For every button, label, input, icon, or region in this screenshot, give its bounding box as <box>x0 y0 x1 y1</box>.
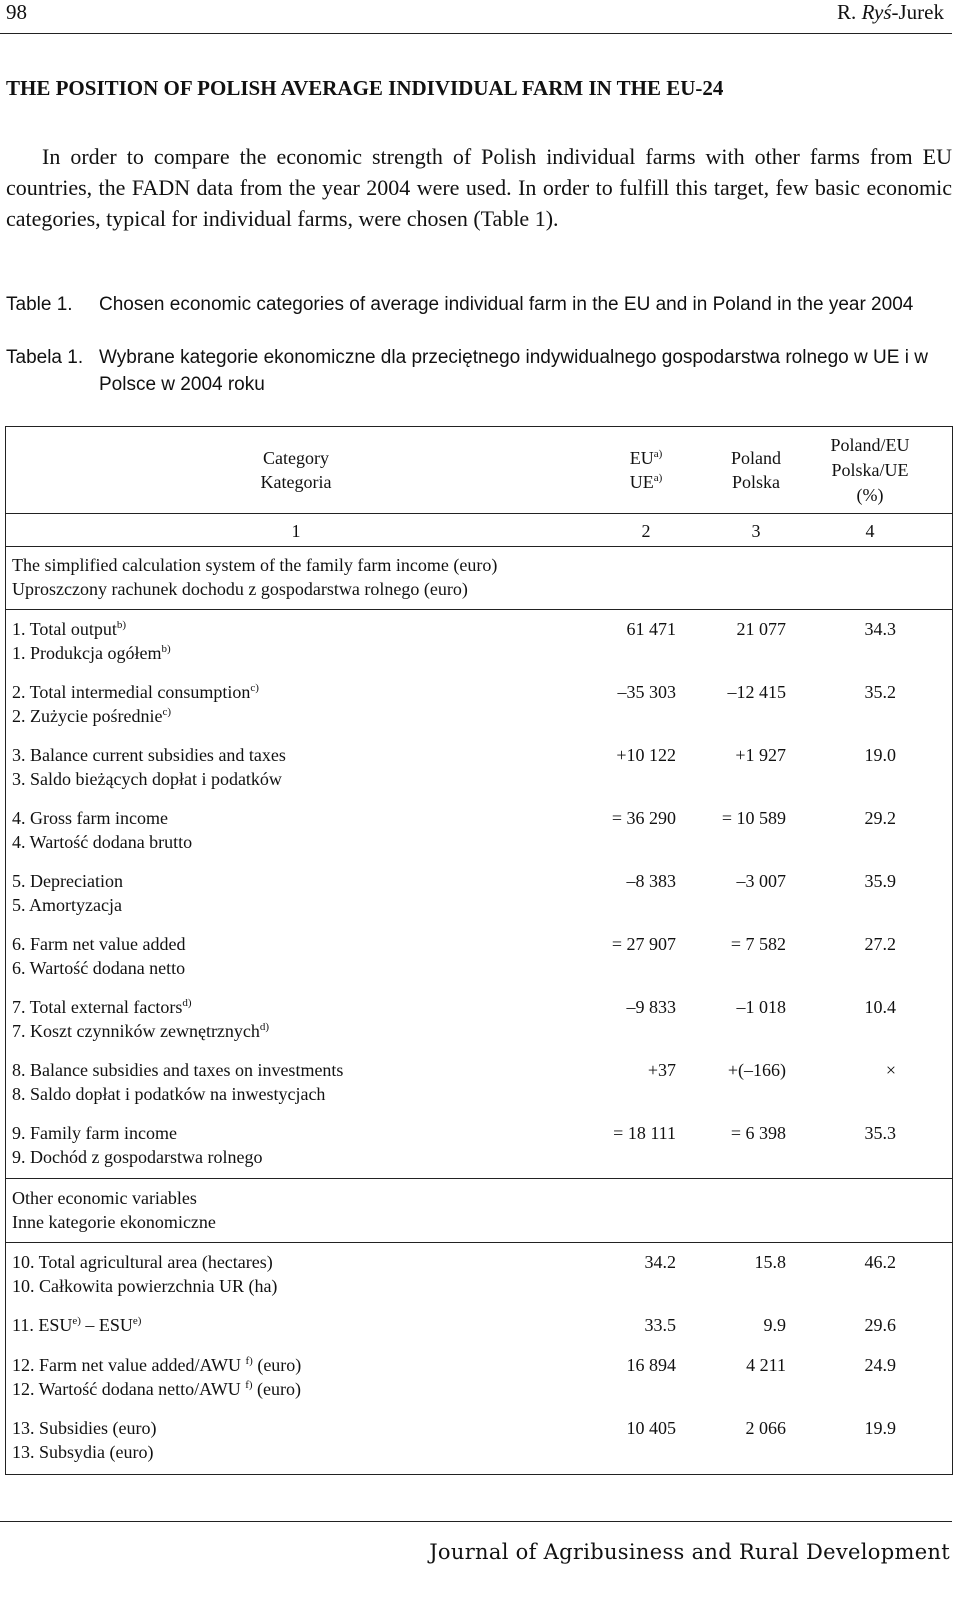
row-label-pl: 5. Amortyzacja <box>12 895 122 915</box>
value-eu: 34.2 <box>644 1252 676 1272</box>
head-ue-text: UE <box>629 472 654 492</box>
value-poland: +(–166) <box>727 1060 786 1080</box>
value-ratio: × <box>885 1060 896 1080</box>
row-label-pl <box>12 641 171 665</box>
row-label-pl-text: 7. Koszt czynników zewnętrznych <box>12 1021 260 1041</box>
value-poland: –3 007 <box>736 871 786 891</box>
footnote-mark: c) <box>162 706 171 718</box>
value-ratio: 29.2 <box>864 808 896 828</box>
value-eu: 61 471 <box>626 619 676 639</box>
row-label-pl <box>12 704 171 728</box>
head-ratio-en: Poland/EU <box>830 435 910 455</box>
caption-text-en: Chosen economic categories of average individual farm in the EU and in Poland in the year 2004 <box>99 294 914 315</box>
value-eu: 33.5 <box>644 1315 676 1335</box>
head-polska: Polska <box>731 472 780 492</box>
value-ratio: 27.2 <box>864 934 896 954</box>
footnote-mark: b) <box>116 619 127 631</box>
row-label-pl <box>12 1019 269 1043</box>
value-poland: +1 927 <box>735 745 786 765</box>
running-author <box>837 0 944 25</box>
value-ratio: 35.9 <box>864 871 896 891</box>
author-suffix: -Jurek <box>891 0 944 24</box>
head-ratio-unit: (%) <box>856 485 884 505</box>
section2-top-rule <box>6 1178 952 1179</box>
value-eu: –35 303 <box>617 682 676 702</box>
col-number-2: 2 <box>641 521 651 541</box>
row-label-pl-tail: (euro) <box>252 1379 302 1399</box>
section1-bottom-rule <box>6 609 952 610</box>
footnote-mark: e) <box>72 1315 81 1327</box>
value-poland: 4 211 <box>746 1355 786 1375</box>
value-poland: = 10 589 <box>721 808 786 828</box>
row-label-en: 5. Depreciation <box>12 871 123 891</box>
footer-rule <box>0 1521 952 1522</box>
value-eu: = 36 290 <box>611 808 676 828</box>
value-ratio: 35.3 <box>864 1123 896 1143</box>
row-label-en-tail: (euro) <box>252 1355 302 1375</box>
row-label-en <box>12 995 192 1019</box>
row-label-pl-text: 12. Wartość dodana netto/AWU <box>12 1379 241 1399</box>
row-label-en <box>12 680 259 704</box>
value-ratio: 19.0 <box>864 745 896 765</box>
row-label-en: 8. Balance subsidies and taxes on investments <box>12 1060 344 1080</box>
row-label-en: 9. Family farm income <box>12 1123 177 1143</box>
caption-label-en: Table 1. <box>6 294 73 315</box>
value-eu: 16 894 <box>626 1355 676 1375</box>
row-label-en: 6. Farm net value added <box>12 934 186 954</box>
value-poland: 9.9 <box>763 1315 786 1335</box>
row-label-pl <box>12 1377 301 1401</box>
value-eu: –9 833 <box>626 997 676 1017</box>
value-ratio: 34.3 <box>864 619 896 639</box>
body-paragraph: In order to compare the economic strength of Polish individual farms with other farms from EU countries, the FADN data from the year 2004 were used. In order to fulfill this target, few basic economic categories, typical for individual farms, were chosen (Table 1). <box>6 144 952 231</box>
author-prefix: R. <box>837 0 862 24</box>
row-label-pl-text: 2. Zużycie pośrednie <box>12 706 163 726</box>
row-label-en <box>12 1353 301 1377</box>
caption-text-pl: Wybrane kategorie ekonomiczne dla przeciętnego indywidualnego gospodarstwa rolnego w UE i w Polsce w 2004 roku <box>99 347 928 395</box>
row-label-en-mid: – ESU <box>80 1315 133 1335</box>
head-category-en: Category <box>263 448 329 468</box>
row-label-en <box>12 617 126 641</box>
footnote-mark: f) <box>245 1379 253 1391</box>
section2-title-en: Other economic variables <box>12 1188 197 1208</box>
value-ratio: 24.9 <box>864 1355 896 1375</box>
value-poland: 21 077 <box>736 619 786 639</box>
row-label-en: 3. Balance current subsidies and taxes <box>12 745 286 765</box>
row-label-pl: 10. Całkowita powierzchnia UR (ha) <box>12 1276 278 1296</box>
value-ratio: 10.4 <box>864 997 896 1017</box>
data-table <box>5 426 953 1475</box>
value-eu: –8 383 <box>626 871 676 891</box>
table-caption-en <box>6 291 958 345</box>
row-label-pl: 13. Subsydia (euro) <box>12 1442 154 1462</box>
head-ratio-pl: Polska/UE <box>831 460 909 480</box>
col-number-3: 3 <box>751 521 761 541</box>
row-label-en-text: 12. Farm net value added/AWU <box>12 1355 241 1375</box>
caption-label-pl: Tabela 1. <box>6 347 84 368</box>
footnote-mark: f) <box>245 1355 253 1367</box>
footnote-mark: c) <box>250 682 259 694</box>
row-label-pl: 9. Dochód z gospodarstwa rolnego <box>12 1147 263 1167</box>
row-label-en-text: 11. ESU <box>12 1315 73 1335</box>
head-ue <box>606 470 686 494</box>
footnote-mark: d) <box>182 997 192 1009</box>
value-ratio: 35.2 <box>864 682 896 702</box>
value-eu: +10 122 <box>616 745 676 765</box>
footnote-mark: d) <box>259 1021 270 1033</box>
row-label-pl: 6. Wartość dodana netto <box>12 958 186 978</box>
value-poland: –12 415 <box>727 682 786 702</box>
head-eu-text: EU <box>629 448 654 468</box>
row-label-en-text: 2. Total intermedial consumption <box>12 682 251 702</box>
value-eu: 10 405 <box>626 1418 676 1438</box>
row-label-en: 13. Subsidies (euro) <box>12 1418 157 1438</box>
head-poland: Poland <box>730 448 781 468</box>
row-label-en: 10. Total agricultural area (hectares) <box>12 1252 273 1272</box>
row-label-en: 4. Gross farm income <box>12 808 168 828</box>
footnote-mark: e) <box>132 1315 142 1327</box>
value-poland: –1 018 <box>736 997 786 1017</box>
value-eu: = 18 111 <box>613 1123 676 1143</box>
table-caption-pl <box>6 344 958 398</box>
value-ratio: 19.9 <box>864 1418 896 1438</box>
section2-bottom-rule <box>6 1242 952 1243</box>
section1-title-en: The simplified calculation system of the family farm income (euro) <box>12 555 498 575</box>
col-number-1: 1 <box>291 521 301 541</box>
head-ue-sup: a) <box>653 472 663 484</box>
section-title: THE POSITION OF POLISH AVERAGE INDIVIDUAL FARM IN THE EU-24 <box>6 76 724 100</box>
value-ratio: 29.6 <box>864 1315 896 1335</box>
row-label-pl: 8. Saldo dopłat i podatków na inwestycjach <box>12 1084 326 1104</box>
footnote-mark: b) <box>161 643 171 655</box>
value-poland: = 6 398 <box>730 1123 786 1143</box>
value-poland: = 7 582 <box>730 934 786 954</box>
row-label-en-text: 1. Total output <box>12 619 117 639</box>
header-rule <box>6 513 952 514</box>
page-number: 98 <box>6 0 27 24</box>
author-italic: Ryś <box>861 0 892 24</box>
col-number-4: 4 <box>865 521 875 541</box>
value-eu: = 27 907 <box>611 934 676 954</box>
section1-top-rule <box>6 546 952 547</box>
head-eu <box>606 446 686 470</box>
head-category-pl: Kategoria <box>260 472 332 492</box>
row-label-pl: 4. Wartość dodana brutto <box>12 832 193 852</box>
section2-title-pl: Inne kategorie ekonomiczne <box>12 1212 216 1232</box>
value-poland: 2 066 <box>745 1418 786 1438</box>
value-eu: +37 <box>647 1060 676 1080</box>
journal-name: Journal of Agribusiness and Rural Development <box>429 1540 950 1564</box>
value-ratio: 46.2 <box>864 1252 896 1272</box>
value-poland: 15.8 <box>754 1252 786 1272</box>
row-label-pl: 3. Saldo bieżących dopłat i podatków <box>12 769 282 789</box>
head-eu-sup: a) <box>653 448 663 460</box>
row-label-pl-text: 1. Produkcja ogółem <box>12 643 162 663</box>
row-label-en-text: 7. Total external factors <box>12 997 183 1017</box>
row-label-en <box>12 1313 141 1337</box>
page-header <box>0 0 952 34</box>
section1-title-pl: Uproszczony rachunek dochodu z gospodarstwa rolnego (euro) <box>12 579 468 599</box>
